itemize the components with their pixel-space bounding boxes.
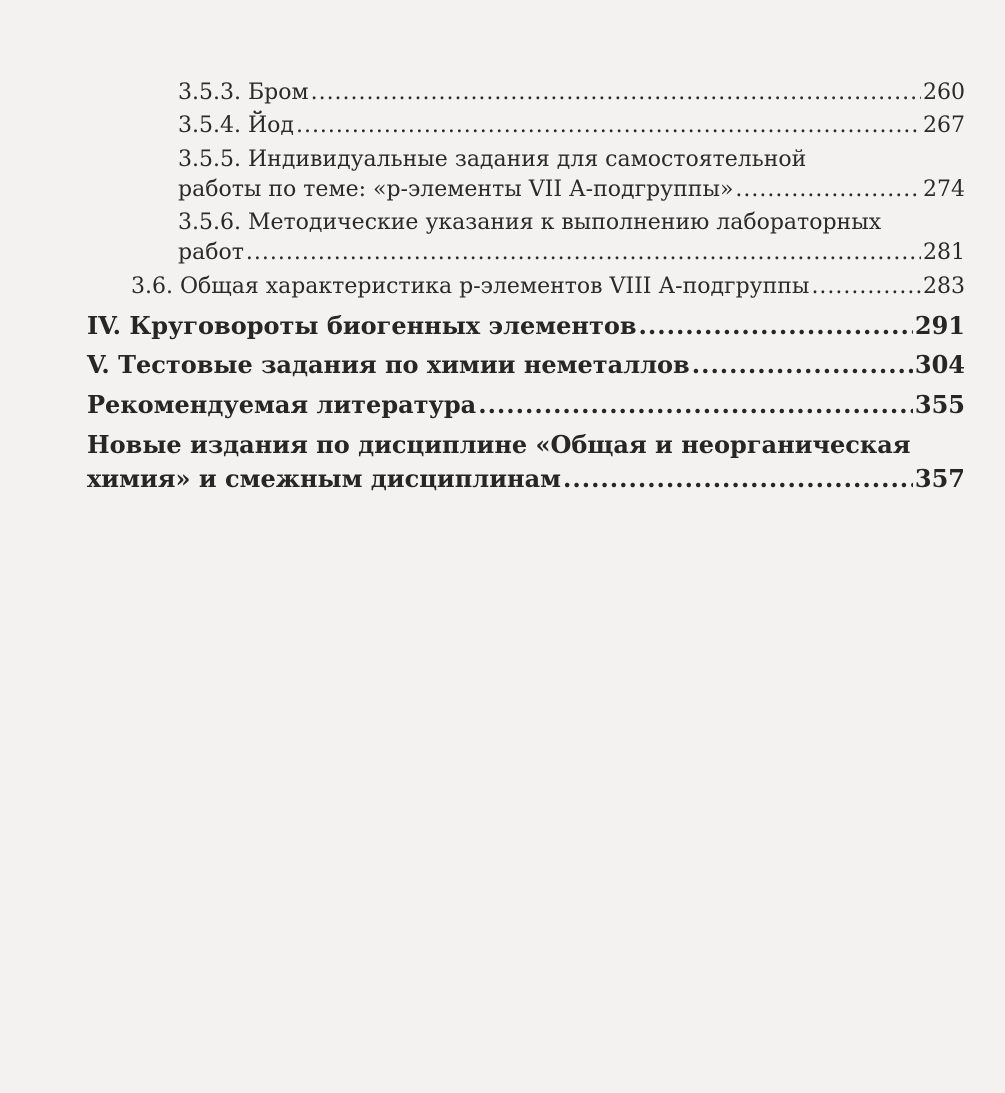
toc-page-number: 274 (923, 177, 965, 202)
toc-entry-title: работ (178, 240, 244, 265)
toc-entry-3-5-6[interactable] (178, 240, 965, 265)
toc-entry-chapter-v[interactable] (87, 350, 965, 379)
toc-leader-dots (692, 350, 913, 379)
toc-entry-title: 3.5.4. Йод (178, 113, 294, 138)
toc-entry-title: IV. Круговороты биогенных элементов (87, 311, 637, 340)
bleed-through-background (85, 560, 985, 696)
toc-page-number: 283 (923, 274, 965, 299)
toc-page-number: 291 (914, 311, 965, 340)
toc-entry-title: 3.6. Общая характеристика р-элементов VIII А-подгруппы (131, 274, 810, 299)
toc-leader-dots (735, 177, 921, 202)
toc-entry-3-6[interactable] (131, 274, 965, 299)
toc-page-number: 304 (914, 350, 965, 379)
toc-entry-3-5-5[interactable] (178, 177, 965, 202)
toc-entry-3-5-3[interactable] (178, 80, 965, 105)
toc-leader-dots (639, 311, 913, 340)
toc-entry-title: химия» и смежным дисциплинам (87, 464, 561, 493)
toc-entry-3-5-5-line1[interactable]: 3.5.5. Индивидуальные задания для самостоятельной (178, 147, 807, 172)
toc-entry-new-editions-line1[interactable]: Новые издания по дисциплине «Общая и неорганическая (87, 430, 911, 459)
toc-leader-dots (311, 80, 921, 105)
toc-entry-3-5-4[interactable] (178, 113, 965, 138)
toc-entry-3-5-6-line1[interactable]: 3.5.6. Методические указания к выполнению лабораторных (178, 210, 882, 235)
toc-leader-dots (478, 390, 913, 419)
toc-entry-title: Рекомендуемая литература (87, 390, 477, 419)
toc-leader-dots (811, 274, 921, 299)
toc-page-number: 357 (914, 464, 965, 493)
toc-entry-new-editions[interactable] (87, 464, 965, 493)
toc-entry-chapter-iv[interactable] (87, 311, 965, 340)
toc-entry-literature[interactable] (87, 390, 965, 419)
toc-entry-title: V. Тестовые задания по химии неметаллов (87, 350, 690, 379)
toc-leader-dots (296, 113, 921, 138)
toc-page-number: 267 (923, 113, 965, 138)
toc-page-number: 355 (914, 390, 965, 419)
toc-leader-dots (246, 240, 921, 265)
toc-entry-title: 3.5.3. Бром (178, 80, 309, 105)
toc-leader-dots (563, 464, 913, 493)
toc-page-number: 260 (923, 80, 965, 105)
toc-entry-title: работы по теме: «р-элементы VII А-подгруппы» (178, 177, 734, 202)
toc-page-number: 281 (923, 240, 965, 265)
